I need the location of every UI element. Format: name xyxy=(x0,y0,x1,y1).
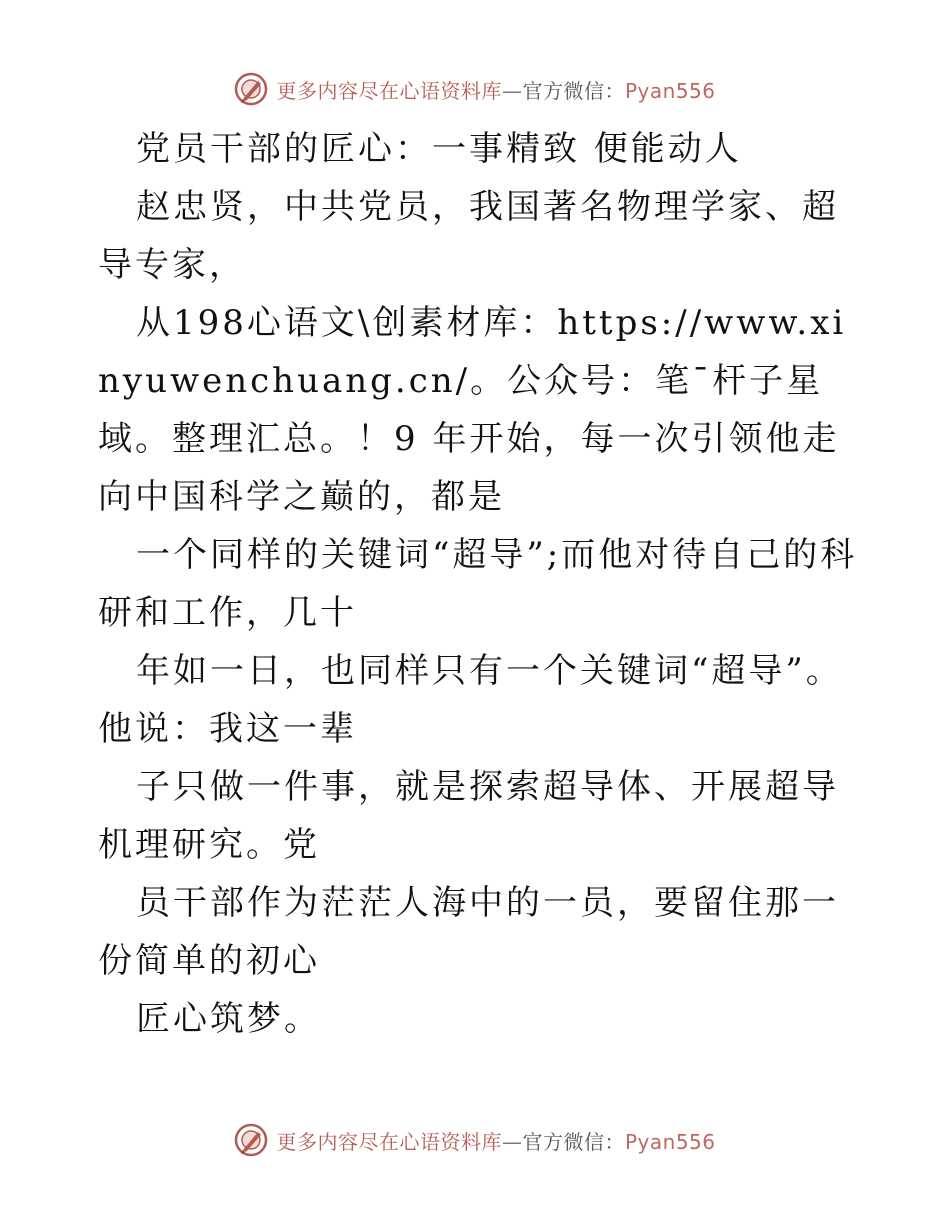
paragraph: 一个同样的关键词“超导”;而他对待自己的科研和工作，几十 xyxy=(98,535,858,633)
banner-text xyxy=(276,75,715,104)
banner-text xyxy=(276,1126,715,1155)
document-body xyxy=(98,120,858,1048)
paragraph: 从198心语文\创素材库：https://www.xinyuwenchuang.cn/。公众号：笔¯杆子星域。整理汇总。！9 年开始，每一次引领他走向中国科学之巅的，都是 xyxy=(98,303,847,517)
paragraph: 匠心筑梦。 xyxy=(136,999,321,1039)
banner-wechat-id: Pyan556 xyxy=(624,78,716,103)
paragraph: 员干部作为茫茫人海中的一员，要留住那一份简单的初心 xyxy=(98,883,839,981)
banner-wechat-label: 官方微信： xyxy=(522,78,625,103)
document-title: 党员干部的匠心：一事精致 便能动人 xyxy=(136,129,742,169)
pen-logo-icon xyxy=(234,1123,268,1157)
banner-wechat-label: 官方微信： xyxy=(522,1129,625,1154)
banner-main: 更多内容尽在心语资料库 xyxy=(276,78,502,103)
paragraph: 子只做一件事，就是探索超导体、开展超导机理研究。党 xyxy=(98,767,839,865)
paragraph: 年如一日，也同样只有一个关键词“超导”。他说：我这一辈 xyxy=(98,651,843,749)
banner-dash: — xyxy=(501,78,523,103)
banner-wechat-id: Pyan556 xyxy=(624,1129,716,1154)
paragraph: 赵忠贤，中共党员，我国著名物理学家、超导专家， xyxy=(98,187,839,285)
banner-main: 更多内容尽在心语资料库 xyxy=(276,1129,502,1154)
banner-dash: — xyxy=(501,1129,523,1154)
pen-logo-icon xyxy=(234,72,268,106)
header-banner xyxy=(0,72,950,106)
footer-banner xyxy=(0,1123,950,1157)
